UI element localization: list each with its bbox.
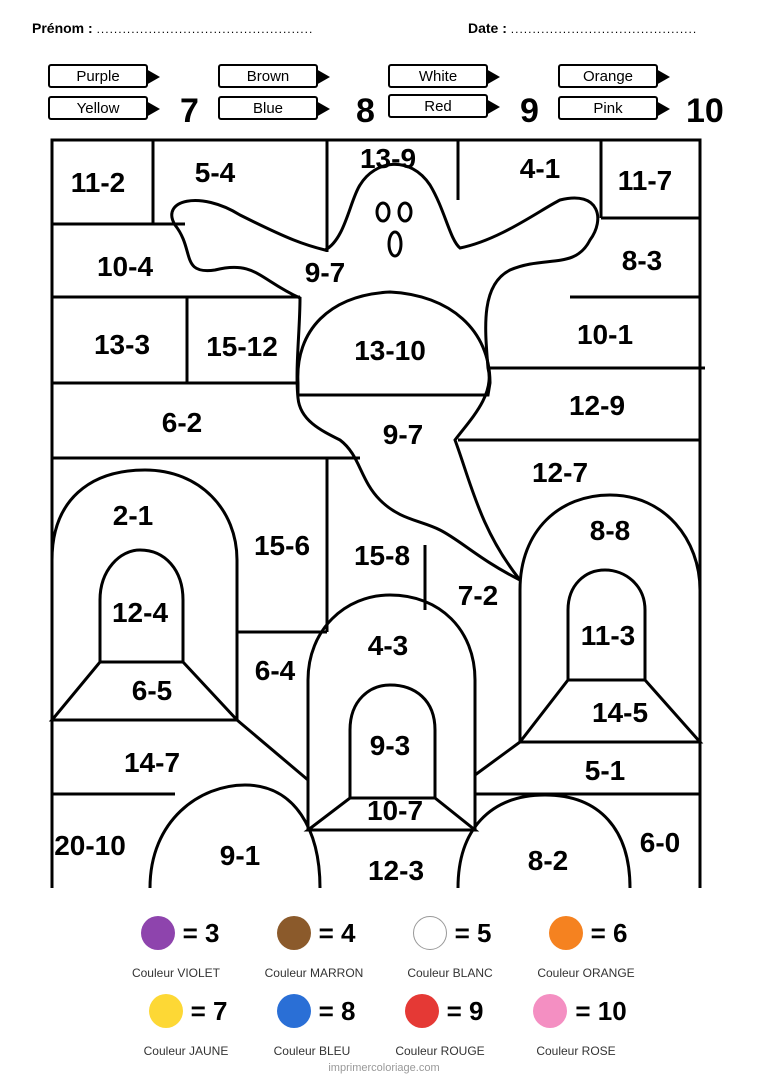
cell-label: 14-7: [123, 747, 181, 778]
swatch-blanc: [413, 916, 447, 950]
cell-label: 7-2: [457, 580, 499, 611]
cell-label: 6-0: [639, 827, 681, 858]
cell-label: 15-12: [206, 331, 278, 362]
cell-label: 6-5: [131, 675, 173, 706]
swatch-rose: [533, 994, 567, 1028]
swatch-marron: [277, 916, 311, 950]
cell-label: 12-3: [367, 855, 425, 886]
pumpkin-left: [150, 785, 320, 888]
cell-label: 13-3: [93, 329, 151, 360]
legend-value: = 6: [590, 917, 628, 948]
cell-label: 11-7: [617, 165, 673, 196]
cell-label: 15-8: [353, 540, 411, 571]
legend-value: = 9: [446, 995, 484, 1026]
name-label: Prénom :: [32, 20, 93, 36]
name-dots: ..................................................: [96, 22, 314, 36]
cell-label: 12-4: [111, 597, 169, 628]
cell-label: 8-2: [527, 845, 569, 876]
legend-name: Couleur ROSE: [536, 1044, 616, 1058]
crayon-yellow: Yellow: [48, 96, 148, 120]
legend-value: = 4: [318, 917, 356, 948]
cell-label: 5-4: [194, 157, 236, 188]
cell-label: 12-7: [531, 457, 589, 488]
crayon-purple: Purple: [48, 64, 148, 88]
cell-label: 2-1: [112, 500, 154, 531]
crayon-blue: Blue: [218, 96, 318, 120]
legend-item-orange: [518, 916, 658, 950]
cell-label: 13-9: [359, 143, 417, 174]
legend-item-violet: [110, 916, 250, 950]
cell-label: 11-2: [70, 167, 126, 198]
cell-label: 9-3: [369, 730, 411, 761]
footer-site: imprimercoloriage.com: [328, 1062, 440, 1074]
cell-label: 8-8: [589, 515, 631, 546]
crayon-pink-number: 10: [686, 92, 724, 130]
cell-label: 15-6: [253, 530, 311, 561]
legend-value: = 8: [318, 995, 356, 1026]
crayon-pink: Pink: [558, 96, 658, 120]
legend-value: = 7: [190, 995, 228, 1026]
legend-name: Couleur BLANC: [407, 966, 493, 980]
crayon-yellow-number: 7: [180, 92, 199, 130]
legend-name: Couleur ROUGE: [395, 1044, 485, 1058]
cell-label: 4-3: [367, 630, 409, 661]
legend-name: Couleur VIOLET: [131, 966, 221, 980]
cell-label: 6-2: [161, 407, 203, 438]
swatch-orange: [549, 916, 583, 950]
crayon-red: Red: [388, 94, 488, 118]
legend-item-blanc: [382, 916, 522, 950]
swatch-violet: [141, 916, 175, 950]
cell-label: 13-10: [354, 335, 426, 366]
legend-item-marron: [246, 916, 386, 950]
legend-name: Couleur MARRON: [264, 966, 364, 980]
cell-label: 9-7: [304, 257, 346, 288]
legend-item-rose: [510, 994, 650, 1028]
crayon-white: White: [388, 64, 488, 88]
legend-item-jaune: [118, 994, 258, 1028]
cell-label: 11-3: [580, 620, 636, 651]
swatch-rouge: [405, 994, 439, 1028]
legend-item-bleu: [246, 994, 386, 1028]
crayon-brown: Brown: [218, 64, 318, 88]
legend-name: Couleur JAUNE: [143, 1044, 229, 1058]
legend-value: = 10: [575, 995, 627, 1026]
legend-value: = 5: [454, 917, 492, 948]
cell-label: 10-1: [576, 319, 634, 350]
ghost: [172, 164, 598, 580]
legend-item-rouge: [374, 994, 514, 1028]
legend-name: Couleur ORANGE: [537, 966, 635, 980]
cell-label: 12-9: [568, 390, 626, 421]
cell-label: 14-5: [591, 697, 649, 728]
crayon-orange: Orange: [558, 64, 658, 88]
cell-label: 20-10: [54, 830, 126, 861]
crayon-red-number: 9: [520, 92, 539, 130]
cell-label: 9-1: [219, 840, 261, 871]
swatch-jaune: [149, 994, 183, 1028]
cell-label: 9-7: [382, 419, 424, 450]
date-dots: ...........................................: [510, 22, 698, 36]
cell-label: 4-1: [519, 153, 561, 184]
legend-name: Couleur BLEU: [273, 1044, 351, 1058]
legend-value: = 3: [182, 917, 220, 948]
crayon-blue-number: 8: [356, 92, 375, 130]
cell-label: 5-1: [584, 755, 626, 786]
date-label: Date :: [468, 20, 507, 36]
cell-label: 10-4: [96, 251, 154, 282]
cell-label: 8-3: [621, 245, 663, 276]
swatch-bleu: [277, 994, 311, 1028]
cell-label: 6-4: [254, 655, 296, 686]
cell-label: 10-7: [366, 795, 424, 826]
